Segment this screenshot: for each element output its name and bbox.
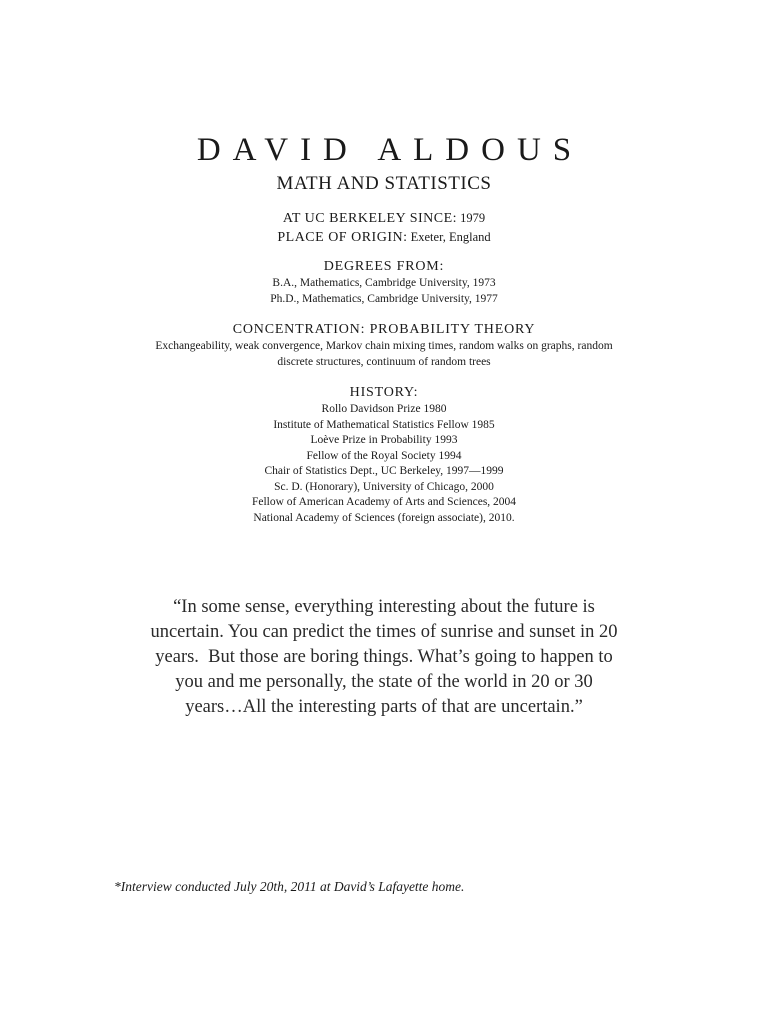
- history-item: Institute of Mathematical Statistics Fellow 1985: [273, 418, 495, 431]
- since-line: [0, 209, 768, 228]
- degrees-heading: DEGREES FROM:: [323, 259, 445, 274]
- pull-quote: [110, 595, 658, 720]
- degree-item: Ph.D., Mathematics, Cambridge University, 1977: [270, 292, 498, 305]
- history-item: Rollo Davidson Prize 1980: [321, 403, 447, 415]
- quote-line: you and me personally, the state of the world in 20 or 30: [175, 672, 593, 692]
- history-item: Chair of Statistics Dept., UC Berkeley, 1997—1999: [264, 465, 504, 477]
- origin-value: Exeter, England: [410, 230, 491, 244]
- concentration-line: Exchangeability, weak convergence, Markov chain mixing times, random walks on graphs, random: [155, 340, 613, 352]
- history-item: Fellow of American Academy of Arts and Sciences, 2004: [251, 496, 517, 508]
- origin-line: [0, 228, 768, 247]
- degree-item: B.A., Mathematics, Cambridge University, 1973: [272, 277, 496, 289]
- quote-line: uncertain. You can predict the times of sunrise and sunset in 20: [150, 622, 618, 642]
- concentration-section: [0, 321, 768, 370]
- history-item: Loève Prize in Probability 1993: [310, 434, 458, 446]
- quote-line: years. But those are boring things. What’s going to happen to: [155, 647, 613, 667]
- footnote: *Interview conducted July 20th, 2011 at David’s Lafayette home.: [114, 879, 465, 894]
- origin-label: PLACE OF ORIGIN:: [277, 230, 408, 245]
- department-subtitle: MATH AND STATISTICS: [276, 173, 492, 194]
- facts-block: [0, 209, 768, 247]
- concentration-line: discrete structures, continuum of random trees: [277, 355, 491, 368]
- quote-line: “In some sense, everything interesting about the future is: [173, 597, 595, 617]
- page-title: DAVID ALDOUS: [196, 132, 584, 168]
- concentration-heading: CONCENTRATION: PROBABILITY THEORY: [232, 322, 536, 337]
- history-section: [0, 384, 768, 526]
- quote-line: years…All the interesting parts of that are uncertain.”: [185, 697, 583, 717]
- history-item: Sc. D. (Honorary), University of Chicago, 2000: [274, 480, 494, 493]
- since-value: 1979: [460, 211, 486, 225]
- history-heading: HISTORY:: [349, 385, 419, 400]
- degrees-section: [0, 258, 768, 307]
- history-item: Fellow of the Royal Society 1994: [306, 449, 462, 462]
- since-label: AT UC BERKELEY SINCE:: [282, 211, 458, 226]
- history-item: National Academy of Sciences (foreign associate), 2010.: [253, 511, 515, 524]
